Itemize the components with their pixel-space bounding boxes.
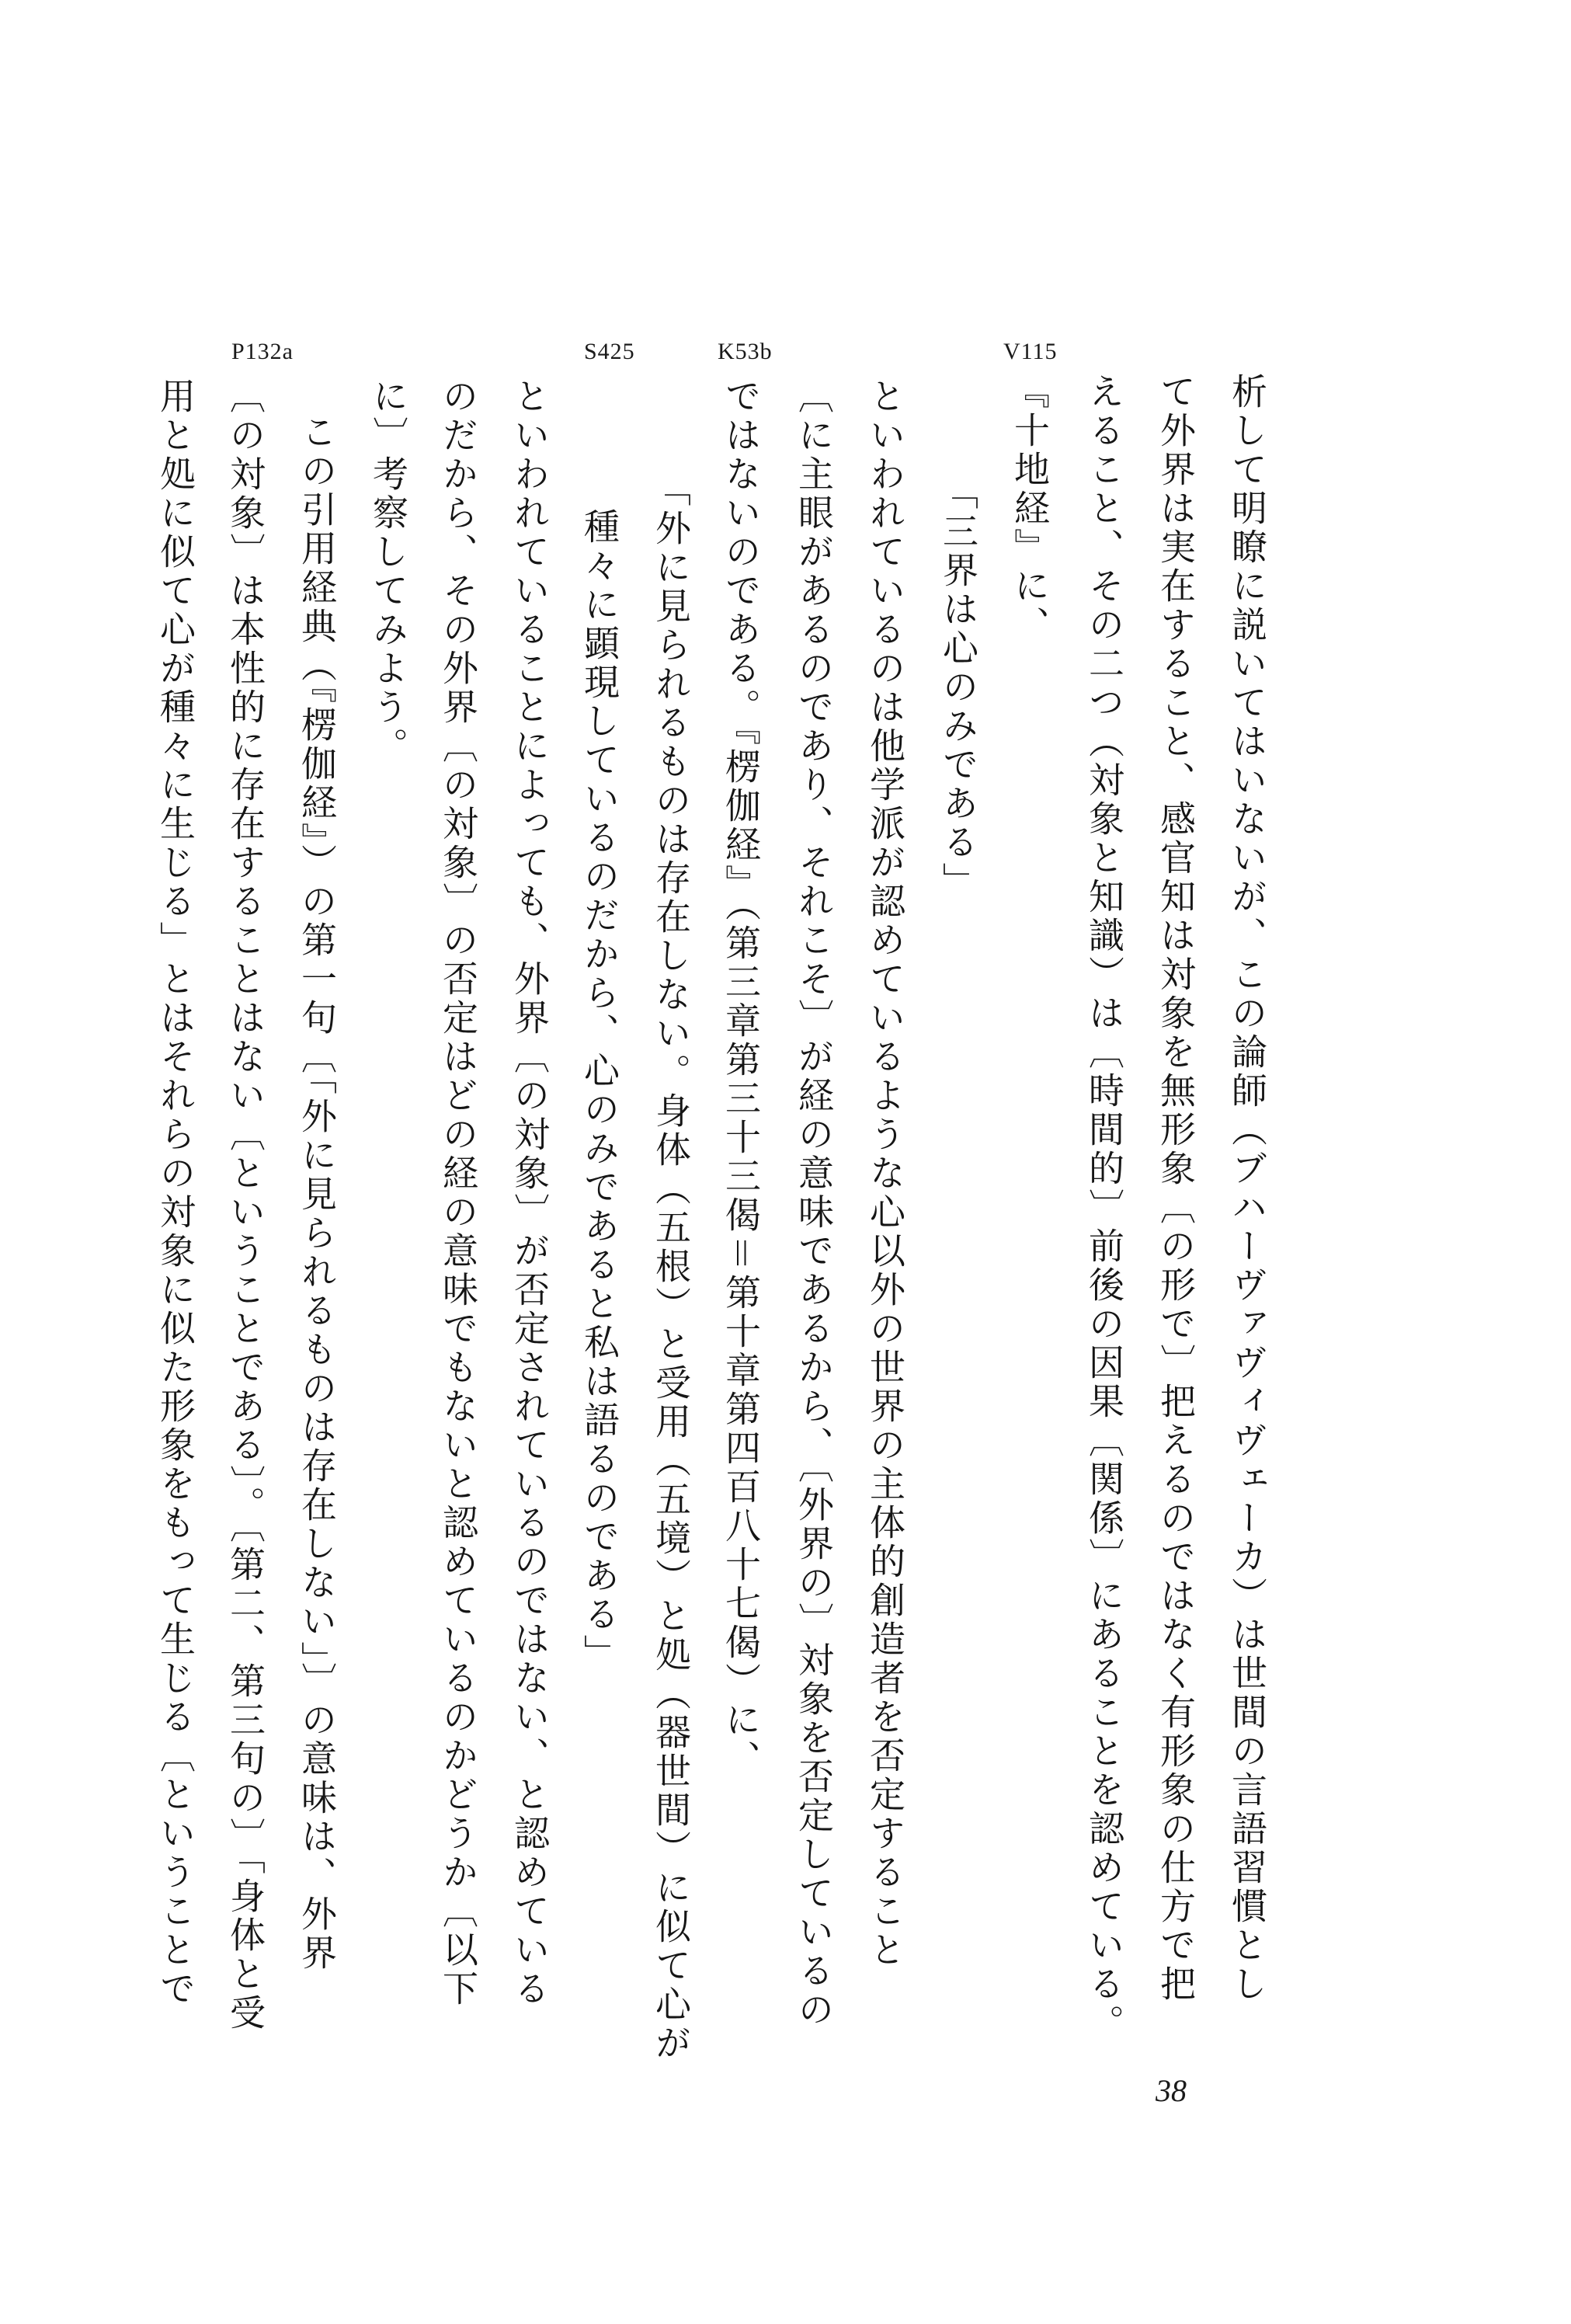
text-column-16: 用と処に似て心が種々に生じる」とはそれらの対象に似た形象をもって生じる〔ということで xyxy=(155,377,196,2009)
text-column-3: えること、その二つ（対象と知識）は〔時間的〕前後の因果〔関係〕にあることを認めている。 xyxy=(1083,373,1125,2043)
text-column-5: 「三界は心のみである」 xyxy=(937,474,979,901)
page-number: 38 xyxy=(1156,2073,1187,2108)
text-column-7: 〔に主眼があるのであり、それこそ〕が経の意味であるから、〔外界の〕対象を否定しているの xyxy=(793,377,835,2030)
reference-label-s425: S425 xyxy=(584,339,635,364)
text-column-12: のだから、その外界〔の対象〕の否定はどの経の意味でもないと認めているのかどうか〔以下 xyxy=(437,377,479,2009)
text-column-10: 種々に顕現しているのだから、心のみであると私は語るのである」 xyxy=(579,508,620,1673)
text-column-8: ではないのである。『楞伽経』（第三章第三十三偈＝第十章第四百八十七偈）に、 xyxy=(720,377,762,1779)
text-column-13: に〕考察してみよう。 xyxy=(367,377,409,766)
text-column-4: 『十地経』に、 xyxy=(1009,373,1051,645)
text-column-9: 「外に見られるものは存在しない。身体（五根）と受用（五境）と処（器世間）に似て心が xyxy=(650,471,692,2063)
text-column-1: 析して明瞭に説いてはいないが、この論師（ブハーヴァヴィヴェーカ）は世間の言語習慣とし xyxy=(1226,373,1268,2004)
text-column-14: この引用経典（『楞伽経』）の第一句〔「外に見られるものは存在しない」〕の意味は、外界 xyxy=(296,413,338,1973)
text-column-6: といわれているのは他学派が認めているような心以外の世界の主体的創造者を否定すること xyxy=(864,377,906,1970)
reference-label-p132a: P132a xyxy=(231,339,294,364)
text-column-15: 〔の対象〕は本性的に存在することはない〔ということである〕。〔第二、第三句の〕「身体と受 xyxy=(224,377,266,2033)
reference-label-v115: V115 xyxy=(1003,339,1058,364)
reference-label-k53b: K53b xyxy=(718,339,773,364)
text-column-2: て外界は実在すること、感官知は対象を無形象〔の形で〕把えるのではなく有形象の仕方で把 xyxy=(1155,373,1197,2004)
text-column-11: といわれていることによっても、外界〔の対象〕が否定されているのではない、と認めている xyxy=(509,377,551,2009)
